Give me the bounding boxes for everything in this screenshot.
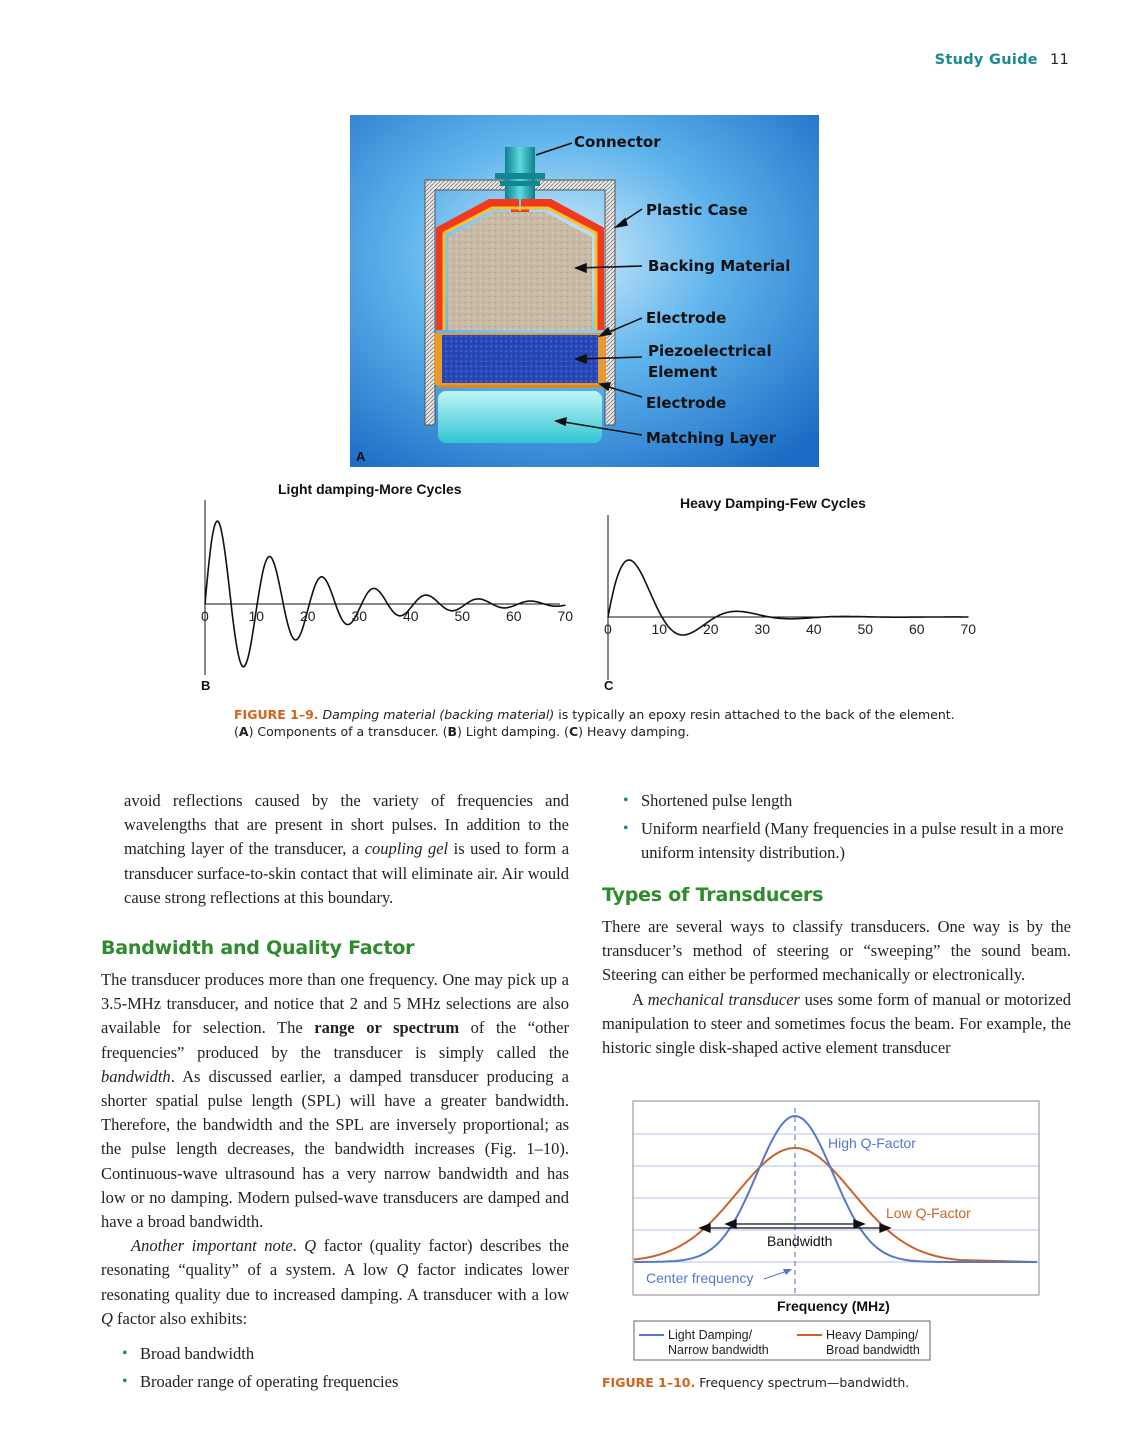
legend-heavy-2: Broad bandwidth xyxy=(826,1343,920,1357)
label-connector: Connector xyxy=(574,133,661,151)
text: The transducer produces more than one frequency. One may pick up a 3.5-MHz transducer, and notice that 2 and 5 MHz selections are also available for selection. The xyxy=(101,970,569,1038)
running-header xyxy=(935,52,1069,68)
text-italic: Another important note xyxy=(131,1236,293,1256)
text: A xyxy=(632,989,644,1009)
transducer-illustration xyxy=(350,115,819,467)
chart-c-heavy-damping xyxy=(598,510,978,695)
chart-b-title: Light damping-More Cycles xyxy=(278,481,462,497)
page-number: 11 xyxy=(1049,52,1069,68)
high-q-label: High Q-Factor xyxy=(828,1135,916,1151)
tick-label: 40 xyxy=(403,608,419,624)
figure-1-9-caption xyxy=(234,706,994,740)
bandwidth-chart xyxy=(632,1100,1042,1365)
cap-part: ) Light damping. ( xyxy=(457,724,569,739)
cap-part: C xyxy=(568,724,579,739)
caption-rest: is typically an epoxy resin attached to the back of the element. xyxy=(554,707,955,722)
text: factor also exhibits: xyxy=(117,1308,248,1328)
cap-part: ) Heavy damping. xyxy=(578,724,690,739)
label-plastic-case: Plastic Case xyxy=(646,201,748,219)
text: factor (quality factor) describes the resonating “quality” of a system. A low xyxy=(101,1236,570,1280)
chart-b-light-damping xyxy=(195,495,575,695)
tick-label: 0 xyxy=(604,621,612,637)
label-piezo-2: Element xyxy=(648,363,718,381)
x-axis-label: Frequency (MHz) xyxy=(777,1298,890,1314)
legend-light-1: Light Damping/ xyxy=(668,1328,753,1342)
text: . xyxy=(292,1236,297,1256)
tick-label: 60 xyxy=(909,621,925,637)
list-item: • Broad bandwidth xyxy=(116,1342,576,1366)
cap-part: ( xyxy=(234,724,239,739)
tick-label: 70 xyxy=(960,621,977,637)
low-q-label: Low Q-Factor xyxy=(886,1205,971,1221)
text-italic: coupling gel xyxy=(364,839,449,859)
caption-italic: Damping material (backing material) xyxy=(322,707,555,722)
center-frequency-label: Center frequency xyxy=(646,1270,754,1286)
figure-1-10-text: Frequency spectrum—bandwidth. xyxy=(699,1375,910,1390)
cap-part: A xyxy=(238,724,249,739)
text: . As discussed earlier, a damped transducer producing a shorter spatial pulse length (SPL) will have a greater bandwidth. Therefore, the bandwidth and the SPL are inversely proportional; as the pulse length decreases, the bandwidth increases (Fig. 1–10). Continuous-wave ultrasound has a very narrow bandwidth and has low or no damping. Modern pulsed-wave transducers are damped and have a broad bandwidth. xyxy=(101,1066,569,1232)
chart-c-title: Heavy Damping-Few Cycles xyxy=(680,495,866,511)
header-title: Study Guide xyxy=(934,52,1038,68)
list-item: • Uniform nearfield (Many frequencies in a pulse result in a more uniform intensity distribution.) xyxy=(617,817,1072,865)
tick-label: 20 xyxy=(300,608,316,624)
text-italic: Q xyxy=(304,1236,317,1256)
tick-label: 40 xyxy=(806,621,822,637)
text: uses some form of manual or motorized manipulation to steer and sometimes focus the beam. For example, the historic single disk-shaped active element transducer xyxy=(602,989,1071,1058)
text-italic: mechanical transducer xyxy=(647,989,800,1009)
tick-label: 50 xyxy=(454,608,471,624)
text-italic: bandwidth xyxy=(101,1066,171,1086)
cap-part: B xyxy=(447,724,458,739)
right-bullets xyxy=(617,789,1072,865)
tick-label: 10 xyxy=(651,621,668,637)
list-item: • Broader range of operating frequencies xyxy=(116,1370,576,1394)
text-italic: Q xyxy=(101,1308,113,1328)
left-para-1 xyxy=(124,789,569,910)
text-bold: range or spectrum xyxy=(314,1018,460,1038)
left-bullets xyxy=(116,1342,576,1394)
legend-light-2: Narrow bandwidth xyxy=(668,1343,769,1357)
text-italic: Q xyxy=(396,1260,409,1280)
tick-label: 30 xyxy=(351,608,368,624)
list-item: • Shortened pulse length xyxy=(617,789,1072,813)
label-piezo-1: Piezoelectrical xyxy=(648,342,772,360)
panel-letter-a: A xyxy=(356,449,366,464)
text: factor indicates lower resonating quality due to increased damping. A transducer with a low xyxy=(101,1260,570,1304)
left-para-2 xyxy=(101,968,569,1331)
legend-heavy-1: Heavy Damping/ xyxy=(826,1328,919,1342)
label-electrode-top: Electrode xyxy=(646,309,727,327)
tick-label: 20 xyxy=(703,621,719,637)
text: avoid reflections caused by the variety of frequencies and wavelengths that are present in short pulses. In addition to the matching layer of the transducer, a xyxy=(124,791,569,859)
tick-label: 70 xyxy=(557,608,574,624)
cap-part: ) Components of a transducer. ( xyxy=(248,724,448,739)
panel-letter-b: B xyxy=(201,678,211,693)
heading-bandwidth: Bandwidth and Quality Factor xyxy=(101,937,415,959)
label-electrode-bottom: Electrode xyxy=(646,394,727,412)
text: is used to form a transducer surface-to-skin contact that will eliminate air. Air would cause strong reflections at this boundary. xyxy=(124,839,570,907)
right-para-1: There are several ways to classify transducers. One way is by the transducer’s method of steering or “sweeping” the sound beam. Steering can either be performed mechanically or electronically. xyxy=(602,917,1071,985)
bandwidth-label: Bandwidth xyxy=(767,1233,833,1249)
figure-1-9-label: FIGURE 1–9. xyxy=(234,707,319,722)
tick-label: 50 xyxy=(857,621,874,637)
panel-letter-c: C xyxy=(604,678,614,693)
tick-label: 0 xyxy=(201,608,209,624)
label-backing-material: Backing Material xyxy=(648,257,791,275)
heading-types-of-transducers: Types of Transducers xyxy=(602,884,824,906)
text: of the “other frequencies” produced by the transducer is simply called the xyxy=(101,1018,569,1062)
tick-label: 30 xyxy=(754,621,771,637)
chart-b-series-line xyxy=(205,521,566,667)
tick-label: 10 xyxy=(248,608,265,624)
figure-1-10-label: FIGURE 1–10. xyxy=(602,1375,696,1390)
right-paras xyxy=(602,915,1071,1060)
label-matching-layer: Matching Layer xyxy=(646,429,777,447)
figure-1-10-caption xyxy=(602,1375,909,1390)
tick-label: 60 xyxy=(506,608,522,624)
